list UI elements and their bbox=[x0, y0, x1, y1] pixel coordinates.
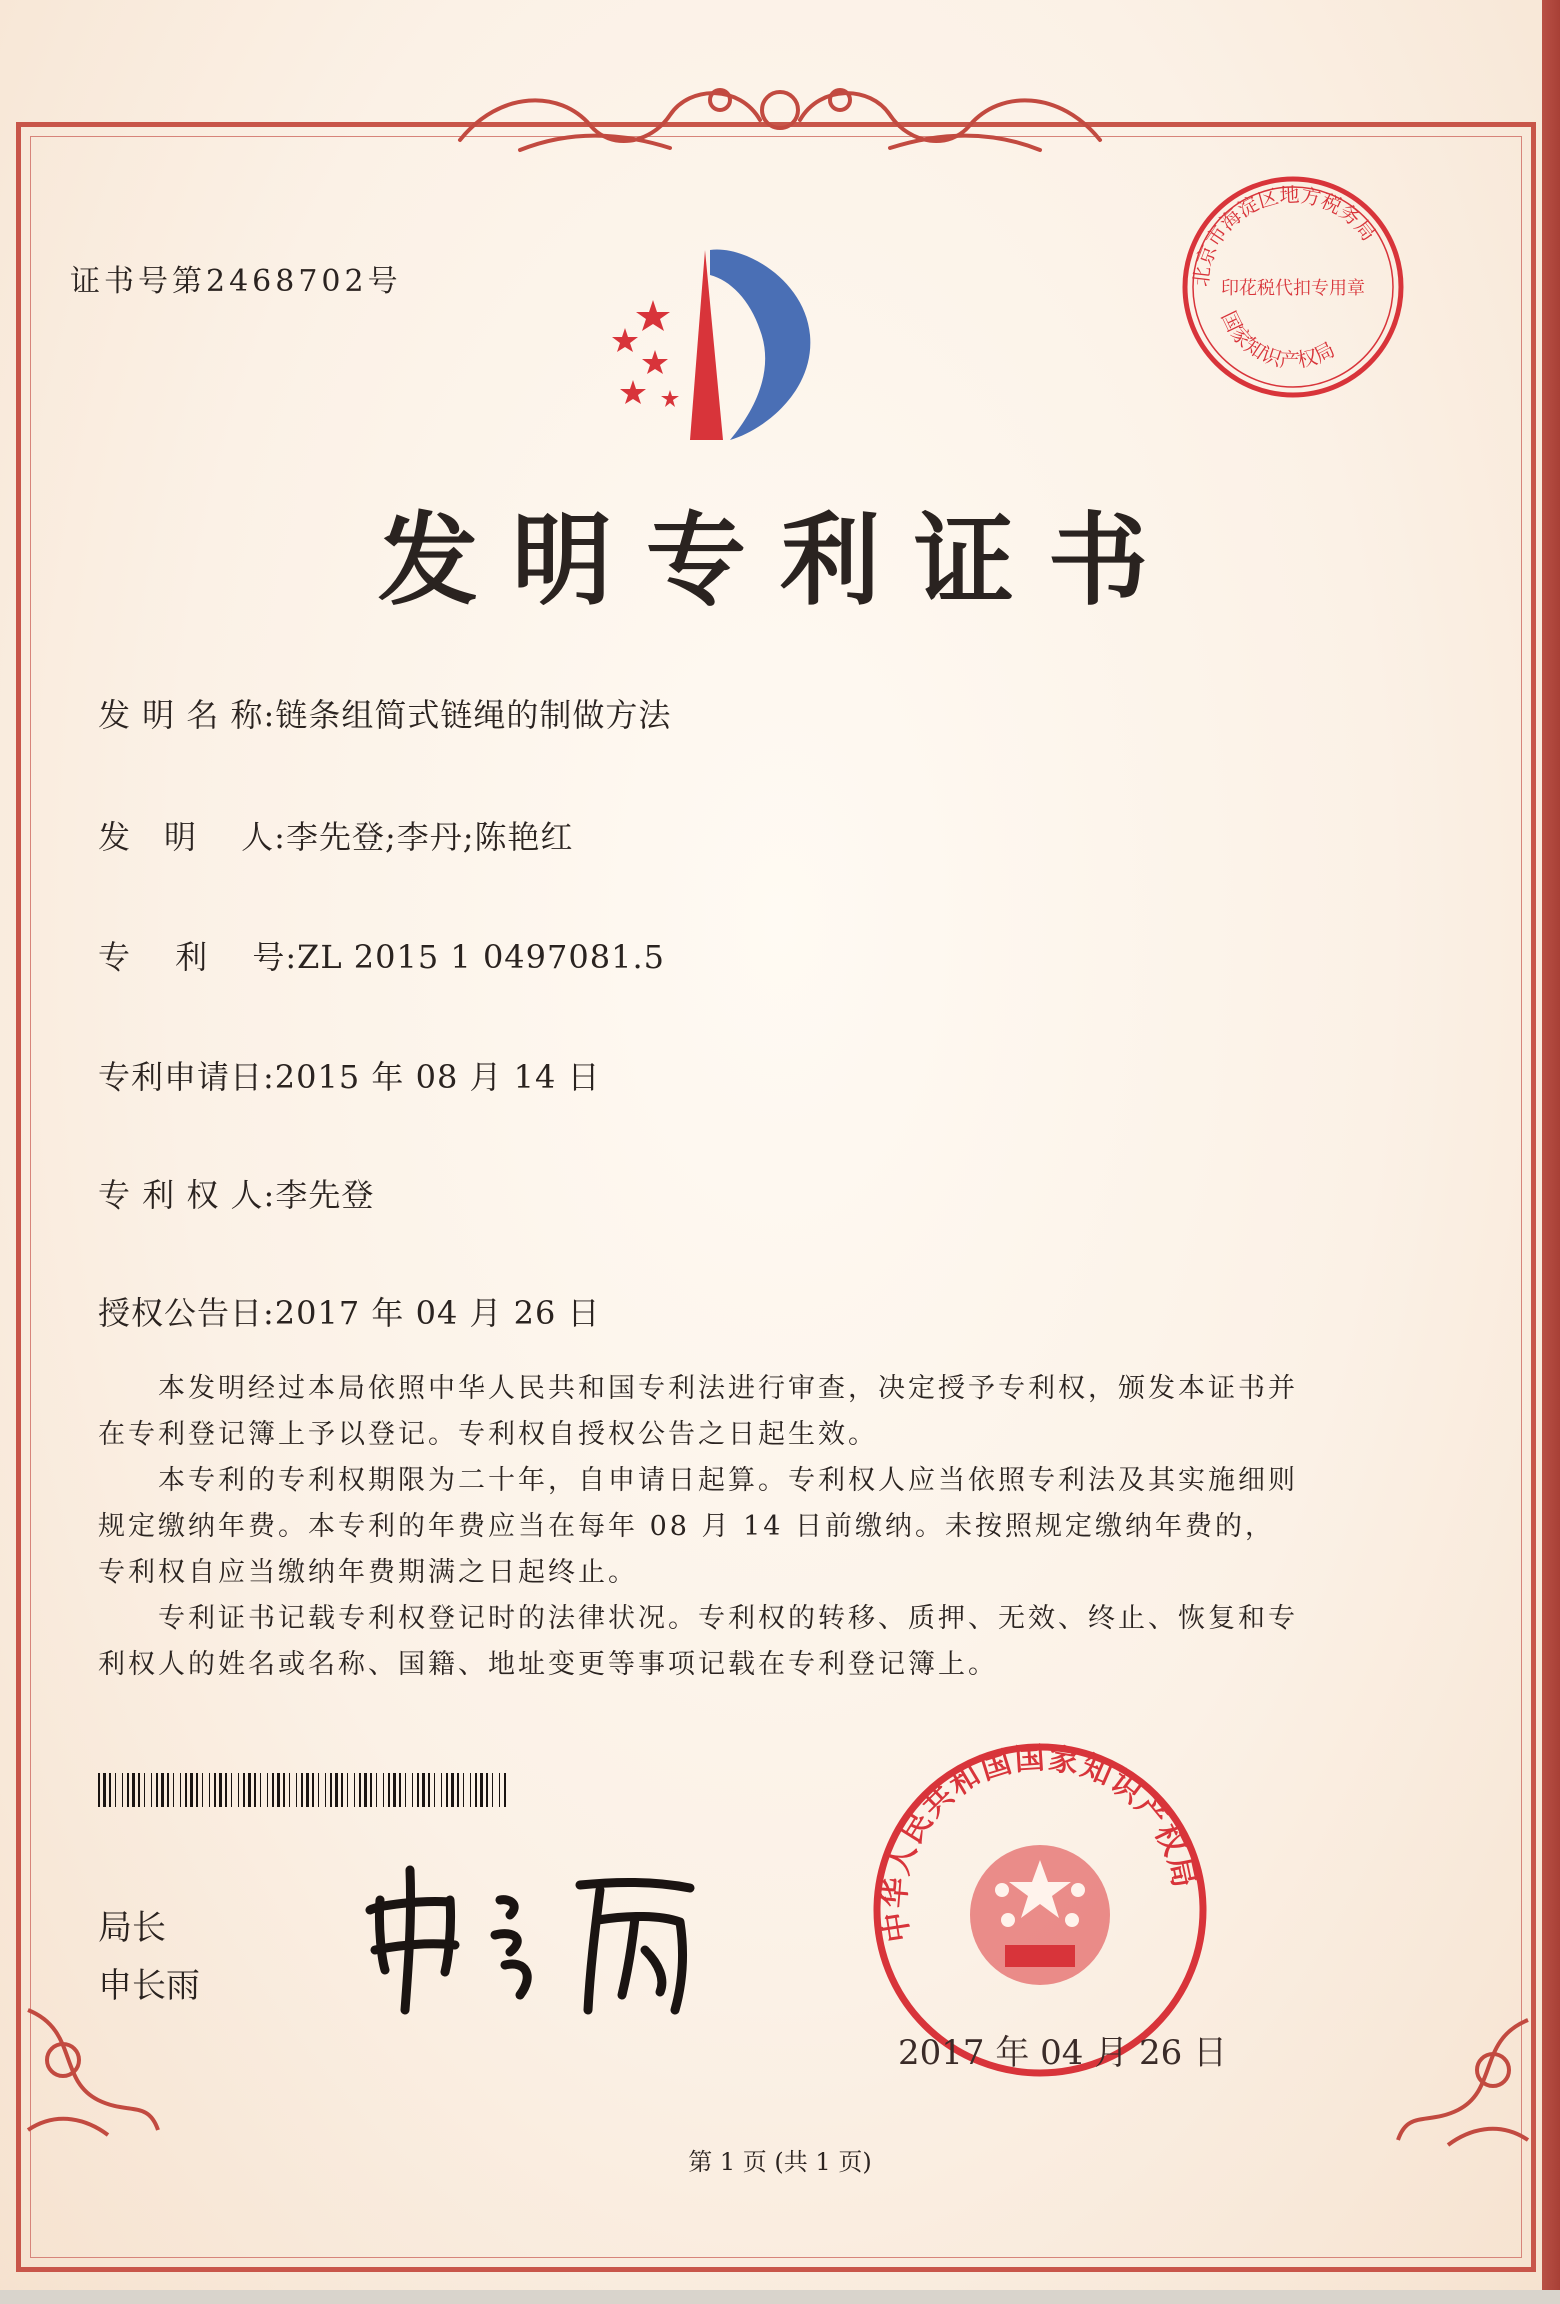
barcode-bar bbox=[243, 1773, 245, 1807]
barcode-bar bbox=[480, 1773, 483, 1807]
barcode-bar bbox=[238, 1773, 239, 1807]
barcode-bar bbox=[122, 1773, 123, 1807]
barcode-bar bbox=[103, 1773, 106, 1807]
body-paragraph-3: 专利证书记载专利权登记时的法律状况。专利权的转移、质押、无效、终止、恢复和专利权人的姓名或名称、国籍、地址变更等事项记载在专利登记簿上。 bbox=[98, 1603, 1298, 1680]
barcode-bar bbox=[405, 1773, 406, 1807]
barcode-bar bbox=[470, 1773, 471, 1807]
director-signature bbox=[360, 1860, 720, 2020]
barcode-bar bbox=[209, 1773, 210, 1807]
barcode-bar bbox=[254, 1773, 256, 1807]
application-date-value: 2015 年 08 月 14 日 bbox=[274, 1058, 601, 1096]
barcode-bar bbox=[446, 1773, 448, 1807]
patent-number-value: ZL 2015 1 0497081.5 bbox=[297, 938, 665, 976]
barcode-bar bbox=[248, 1773, 251, 1807]
inventors-value: 李先登;李丹;陈艳红 bbox=[285, 818, 574, 856]
barcode-bar bbox=[492, 1773, 493, 1807]
certificate-title: 发明专利证书 bbox=[378, 502, 1182, 619]
barcode-bar bbox=[335, 1773, 338, 1807]
barcode-bar bbox=[312, 1773, 314, 1807]
tax-seal-outer-text: 北京市海淀区地方税务局 bbox=[1188, 182, 1381, 288]
barcode-bar bbox=[399, 1773, 401, 1807]
certificate-body bbox=[98, 1366, 1298, 1688]
barcode-bar bbox=[504, 1773, 506, 1807]
barcode-bar bbox=[272, 1773, 274, 1807]
barcode-bar bbox=[196, 1773, 198, 1807]
barcode-bar bbox=[457, 1773, 459, 1807]
barcode-bar bbox=[422, 1773, 425, 1807]
barcode-bar bbox=[231, 1773, 232, 1807]
patent-number-label: 专 利 号: bbox=[98, 938, 298, 976]
inventor-row bbox=[98, 812, 574, 858]
barcode-bar bbox=[451, 1773, 454, 1807]
barcode-bar bbox=[486, 1773, 488, 1807]
barcode-bar bbox=[417, 1773, 419, 1807]
barcode-bar bbox=[341, 1773, 343, 1807]
barcode-bar bbox=[173, 1773, 174, 1807]
barcode-bar bbox=[318, 1773, 319, 1807]
inventor-label: 发 明 人: bbox=[98, 818, 286, 856]
barcode-bar bbox=[138, 1773, 140, 1807]
tax-stamp-seal bbox=[1178, 172, 1408, 402]
invention-name-value: 链条组简式链绳的制做方法 bbox=[275, 696, 672, 734]
barcode-bar bbox=[260, 1773, 261, 1807]
seal-date: 2017 年 04 月 26 日 bbox=[898, 2033, 1228, 2073]
barcode-bar bbox=[428, 1773, 430, 1807]
patentee-label: 专 利 权 人: bbox=[98, 1176, 276, 1214]
barcode-bar bbox=[277, 1773, 280, 1807]
tax-seal-bottom-text: 国家知识产权局 bbox=[1216, 307, 1339, 373]
barcode-bar bbox=[283, 1773, 285, 1807]
invention-name-row bbox=[98, 690, 671, 736]
barcode-bar bbox=[185, 1773, 187, 1807]
certificate-number: 证书号第2468702号 bbox=[70, 264, 402, 299]
barcode-bar bbox=[151, 1773, 152, 1807]
body-paragraph-2: 本专利的专利权期限为二十年，自申请日起算。专利权人应当依照专利法及其实施细则规定缴纳年费。本专利的年费应当在每年 08 月 14 日前缴纳。未按照规定缴纳年费的，专利权自应当缴纳年费期满之日起终止。 bbox=[98, 1465, 1298, 1588]
barcode bbox=[98, 1773, 512, 1807]
barcode-bar bbox=[225, 1773, 227, 1807]
barcode-bar bbox=[434, 1773, 435, 1807]
director-name: 申长雨 bbox=[98, 1966, 200, 2006]
scan-edge bbox=[0, 2290, 1560, 2304]
barcode-bar bbox=[115, 1773, 116, 1807]
corner-ornament-bottom-left bbox=[18, 1990, 168, 2140]
grant-date-label: 授权公告日: bbox=[98, 1294, 275, 1332]
top-ornament bbox=[420, 70, 1140, 160]
page-number: 第 1 页 (共 1 页) bbox=[688, 2148, 872, 2176]
barcode-bar bbox=[388, 1773, 390, 1807]
barcode-bar bbox=[376, 1773, 377, 1807]
barcode-bar bbox=[214, 1773, 216, 1807]
barcode-bar bbox=[393, 1773, 396, 1807]
page-edge-strip bbox=[1542, 0, 1560, 2304]
barcode-bar bbox=[161, 1773, 164, 1807]
barcode-bar bbox=[499, 1773, 500, 1807]
barcode-bar bbox=[109, 1773, 111, 1807]
corner-ornament-bottom-right bbox=[1388, 2000, 1538, 2150]
svg-text:国家知识产权局 bbox=[1217, 307, 1339, 372]
barcode-bar bbox=[347, 1773, 348, 1807]
body-paragraph-1: 本发明经过本局依照中华人民共和国专利法进行审查，决定授予专利权，颁发本证书并在专利登记簿上予以登记。专利权自授权公告之日起生效。 bbox=[98, 1373, 1298, 1450]
barcode-bar bbox=[144, 1773, 145, 1807]
barcode-bar bbox=[383, 1773, 384, 1807]
barcode-bar bbox=[475, 1773, 477, 1807]
patent-office-logo-icon bbox=[595, 240, 855, 440]
barcode-bar bbox=[180, 1773, 181, 1807]
gov-seal-text: 中华人民共和国国家知识产权局 bbox=[877, 1740, 1202, 1945]
application-date-label: 专利申请日: bbox=[98, 1058, 275, 1096]
barcode-bar bbox=[167, 1773, 169, 1807]
barcode-bar bbox=[370, 1773, 372, 1807]
barcode-bar bbox=[354, 1773, 355, 1807]
tax-seal-inner-text: 印花税代扣专用章 bbox=[1221, 278, 1365, 299]
barcode-bar bbox=[98, 1773, 100, 1807]
grant-date-value: 2017 年 04 月 26 日 bbox=[274, 1294, 601, 1332]
patentee-value: 李先登 bbox=[275, 1176, 375, 1214]
invention-name-label: 发 明 名 称: bbox=[98, 696, 276, 734]
barcode-bar bbox=[289, 1773, 290, 1807]
barcode-bar bbox=[364, 1773, 367, 1807]
barcode-bar bbox=[301, 1773, 303, 1807]
barcode-bar bbox=[330, 1773, 332, 1807]
barcode-bar bbox=[441, 1773, 442, 1807]
patentee-row bbox=[98, 1170, 374, 1216]
patent-number-row bbox=[98, 932, 665, 978]
barcode-bar bbox=[219, 1773, 222, 1807]
grant-date-row bbox=[98, 1288, 601, 1334]
barcode-bar bbox=[325, 1773, 326, 1807]
barcode-bar bbox=[359, 1773, 361, 1807]
director-label: 局长 bbox=[98, 1908, 166, 1948]
barcode-bar bbox=[412, 1773, 413, 1807]
barcode-bar bbox=[132, 1773, 135, 1807]
barcode-bar bbox=[463, 1773, 464, 1807]
barcode-bar bbox=[156, 1773, 158, 1807]
barcode-bar bbox=[127, 1773, 129, 1807]
application-date-row bbox=[98, 1052, 601, 1098]
barcode-bar bbox=[296, 1773, 297, 1807]
barcode-bar bbox=[267, 1773, 268, 1807]
barcode-bar bbox=[202, 1773, 203, 1807]
barcode-bar bbox=[190, 1773, 193, 1807]
barcode-bar bbox=[306, 1773, 309, 1807]
